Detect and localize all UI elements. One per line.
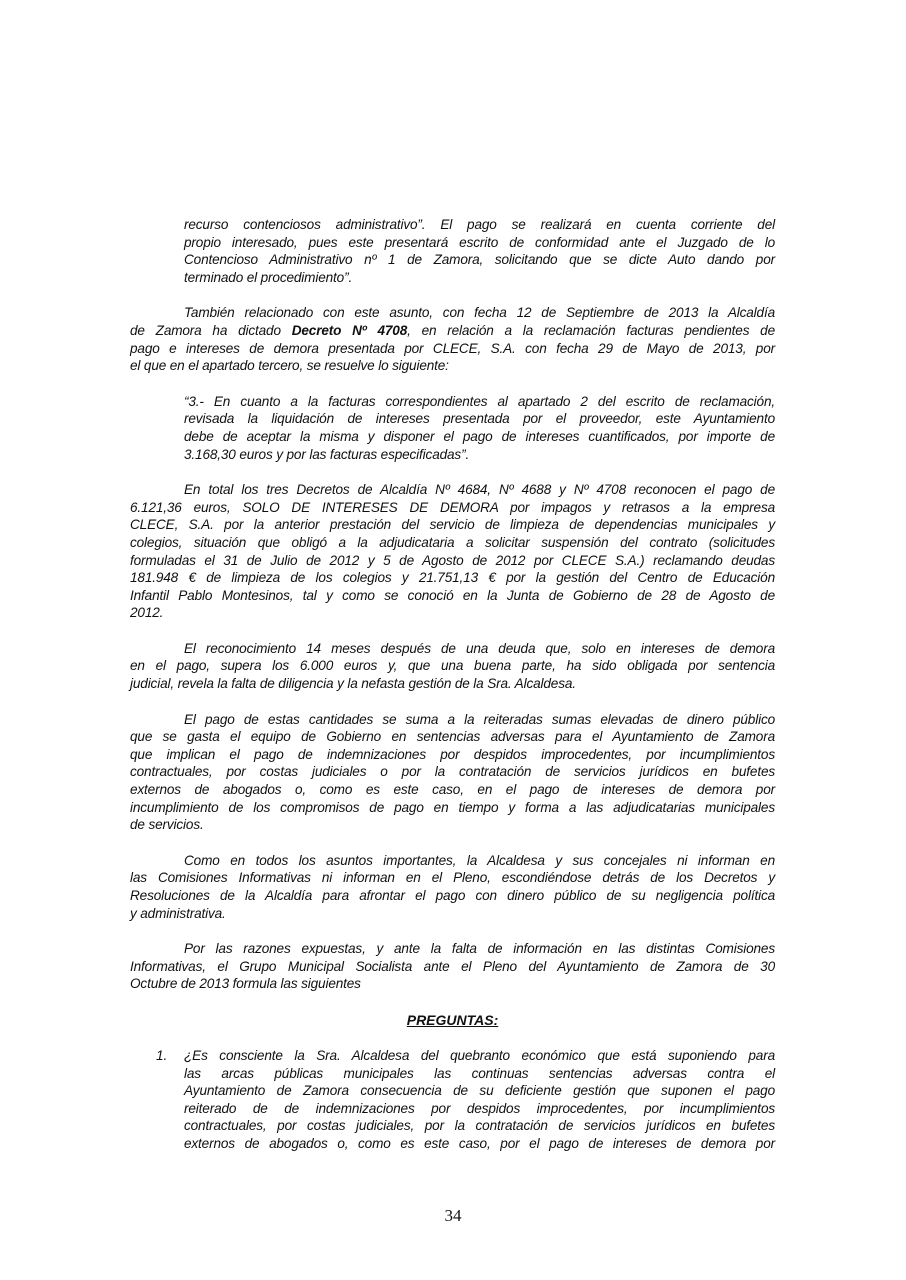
- text-line: 181.948 € de limpieza de los colegios y 21.751,13 € por la gestión del Centro de Educación: [130, 570, 775, 586]
- text-line: debe de aceptar la misma y disponer el pago de intereses cuantificados, por importe de: [184, 428, 775, 444]
- text-line: Como en todos los asuntos importantes, la Alcaldesa y sus concejales ni informan en: [184, 852, 775, 868]
- text-line: 3.168,30 euros y por las facturas especificadas”.: [184, 446, 470, 462]
- text-line: recurso contenciosos administrativo”. El pago se realizará en cuenta corriente del: [184, 217, 775, 232]
- text-line: incumplimiento de los compromisos de pago en tiempo y forma a las adjudicatarias municipales: [130, 799, 775, 815]
- text-line: Octubre de 2013 formula las siguientes: [130, 976, 361, 992]
- text-line: Resoluciones de la Alcaldía para afrontar el pago con dinero público de su negligencia política: [130, 888, 775, 903]
- paragraph-quote-apartado-3: [184, 393, 775, 463]
- text-line: las arcas públicas municipales las continuas sentencias adversas contra el: [184, 1065, 775, 1081]
- question-text: [184, 1047, 775, 1153]
- text-line: Ayuntamiento de Zamora consecuencia de su deficiente gestión que suponen el pago: [184, 1083, 775, 1099]
- text-line: contractuales, por costas judiciales o por la contratación de servicios jurídicos en bufetes: [130, 764, 775, 780]
- text-line: y administrativa.: [130, 905, 226, 921]
- text-line: judicial, revela la falta de diligencia y la nefasta gestión de la Sra. Alcaldesa.: [130, 676, 576, 692]
- text-line: contractuales, por costas judiciales, por la contratación de servicios jurídicos en bufetes: [184, 1118, 775, 1134]
- text-line: Contencioso Administrativo nº 1 de Zamora, solicitando que se dicte Auto dando por: [184, 252, 775, 268]
- text-line: “3.- En cuanto a la facturas correspondientes al apartado 2 del escrito de reclamación,: [184, 393, 775, 409]
- text-line: 6.121,36 euros, SOLO DE INTERESES DE DEMORA por impagos y retrasos a la empresa: [130, 499, 775, 515]
- document-body: [130, 216, 775, 1153]
- text-line: Infantil Pablo Montesinos, tal y como se conoció en la Junta de Gobierno de 28 de Agosto de: [130, 587, 775, 603]
- text-line: ¿Es consciente la Sra. Alcaldesa del quebranto económico que está suponiendo para: [184, 1047, 775, 1063]
- text-line: las Comisiones Informativas ni informan en el Pleno, escondiéndose detrás de los Decretos y: [130, 870, 775, 886]
- text-line: que se gasta el equipo de Gobierno en sentencias adversas para el Ayuntamiento de Zamora: [130, 729, 775, 745]
- text-line: pago e intereses de demora presentada por CLECE, S.A. con fecha 29 de Mayo de 2013, por: [130, 340, 775, 356]
- text-line: externos de abogados o, como es este caso, por el pago de intereses de demora por: [184, 1135, 775, 1151]
- text-line: de Zamora ha dictado Decreto Nº 4708, en relación a la reclamación facturas pendientes de: [130, 322, 775, 338]
- text-line: 2012.: [130, 605, 164, 621]
- text-line: reiterado de de indemnizaciones por despidos improcedentes, por incumplimientos: [184, 1100, 775, 1116]
- paragraph-razones-expuestas: [130, 940, 775, 993]
- question-number: 1.: [156, 1047, 168, 1063]
- text-line: de servicios.: [130, 817, 204, 833]
- paragraph-reconocimiento: [130, 640, 775, 693]
- text-line: También relacionado con este asunto, con fecha 12 de Septiembre de 2013 la Alcaldía: [184, 305, 775, 321]
- text-line: el que en el apartado tercero, se resuelve lo siguiente:: [130, 358, 449, 374]
- text-line: CLECE, S.A. por la anterior prestación del servicio de limpieza de dependencias municipales y: [130, 517, 775, 533]
- text-line: Por las razones expuestas, y ante la falta de información en las distintas Comisiones: [184, 941, 775, 957]
- paragraph-total-decretos: [130, 481, 775, 622]
- question-list: [130, 1047, 775, 1153]
- text-line: formuladas el 31 de Julio de 2012 y 5 de Agosto de 2012 por CLECE S.A.) reclamando deudas: [130, 552, 775, 568]
- text-line: El pago de estas cantidades se suma a la reiteradas sumas elevadas de dinero público: [184, 711, 775, 727]
- text-line: terminado el procedimiento”.: [184, 269, 353, 285]
- text-line: revisada la liquidación de intereses presentada por el proveedor, este Ayuntamiento: [184, 411, 775, 427]
- text-line: En total los tres Decretos de Alcaldía Nº 4684, Nº 4688 y Nº 4708 reconocen el pago de: [184, 482, 775, 498]
- text-line: propio interesado, pues este presentará escrito de conformidad ante el Juzgado de lo: [184, 234, 775, 250]
- paragraph-decreto-4708: [130, 304, 775, 374]
- text-line: en el pago, supera los 6.000 euros y, que una buena parte, ha sido obligada por sentencia: [130, 658, 775, 674]
- text-line: colegios, situación que obligó a la adjudicataria a solicitar suspensión del contrato (solicitudes: [130, 534, 775, 550]
- text-line: Informativas, el Grupo Municipal Socialista ante el Pleno del Ayuntamiento de Zamora de 30: [130, 958, 775, 974]
- text-line: que implican el pago de indemnizaciones por despidos improcedentes, por incumplimientos: [130, 746, 775, 762]
- page-number: 34: [444, 1206, 462, 1225]
- text-line: externos de abogados o, como es este caso, en el pago de intereses de demora por: [130, 782, 775, 798]
- text-line: El reconocimiento 14 meses después de una deuda que, solo en intereses de demora: [184, 640, 775, 656]
- paragraphs: [130, 216, 775, 993]
- paragraph-asuntos-importantes: [130, 852, 775, 922]
- section-heading: PREGUNTAS:: [406, 1011, 499, 1028]
- paragraph-quote-continuation: [184, 216, 775, 286]
- question-item: [130, 1047, 775, 1153]
- paragraph-pago-cantidades: [130, 711, 775, 834]
